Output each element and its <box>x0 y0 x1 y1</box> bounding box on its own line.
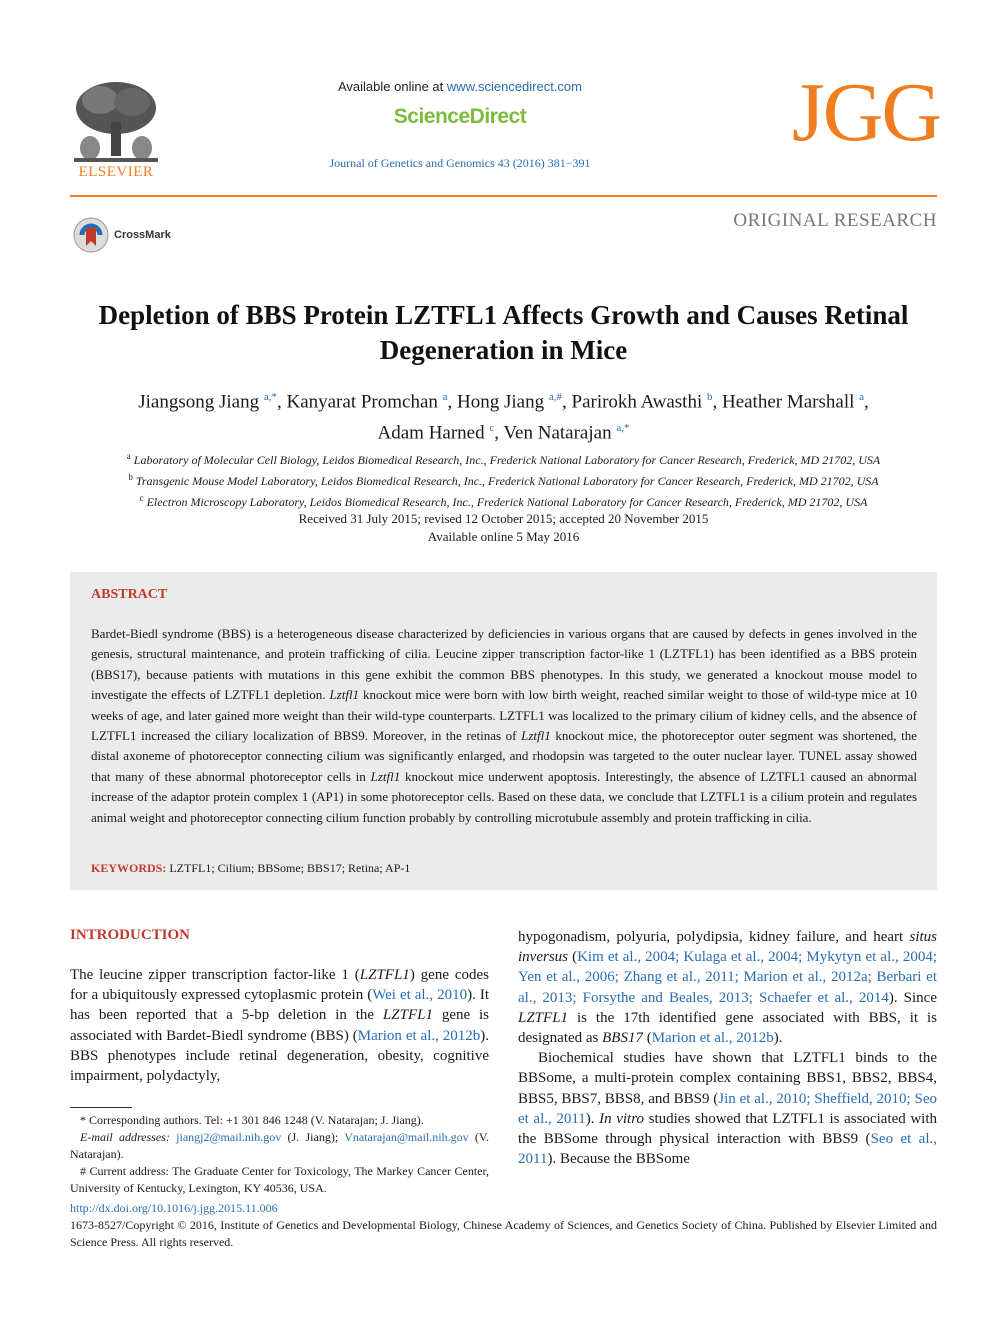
body-text: ). Because the BBSome <box>547 1151 690 1168</box>
affiliation-mark: a <box>126 451 131 461</box>
body-text: ). BBS phenotypes include retinal degeneration, obesity, cognitive impairment, polydactyly, <box>70 1027 490 1085</box>
abstract-heading: ABSTRACT <box>91 587 168 602</box>
article-history <box>70 510 937 546</box>
corresponding-author-note: * Corresponding authors. Tel: +1 301 846 1248 (V. Natarajan; J. Jiang). <box>80 1113 424 1127</box>
body-text: is the 17th identified gene associated with BBS, it is designated as <box>518 1009 937 1047</box>
footnotes <box>70 1112 489 1197</box>
keywords-list: LZTFL1; Cilium; BBSome; BBS17; Retina; AP-1 <box>169 861 411 875</box>
affiliation-item <box>70 490 937 511</box>
email-label: E-mail addresses: <box>80 1130 170 1144</box>
abstract-text-segment: Bardet-Biedl syndrome (BBS) is a heterogeneous disease characterized by deficiencies in various organs that are caused by defects in genes involved in the genesis, structural maintenance, and protein trafficking of cilia. Leucine zipper transcription factor-like 1 (LZTFL1) has been identified as a BBS protein (BBS17), because patients with mutations in this gene exhibit the common BBS phenotypes. In this study, we generated a knockout mouse model to investigate the effects of LZTFL1 depletion. <box>91 626 917 703</box>
email-owner: (V. Natarajan). <box>70 1130 490 1161</box>
body-paragraph <box>518 1048 937 1169</box>
sciencedirect-logo[interactable]: ScienceDirect <box>393 105 527 128</box>
body-text: ). <box>585 1110 600 1127</box>
author-name: Parirokh Awasthi <box>571 391 703 413</box>
body-text: ). Since <box>888 989 937 1006</box>
body-paragraph <box>518 927 937 1048</box>
email-link[interactable]: Vnatarajan@mail.nih.gov <box>344 1130 469 1144</box>
online-date: Available online 5 May 2016 <box>427 529 580 544</box>
gene-name: BBS17 <box>602 1030 643 1047</box>
doi-link[interactable] <box>70 1201 278 1216</box>
author-name: Heather Marshall <box>721 391 855 413</box>
body-text: ). <box>773 1030 783 1047</box>
author-name: Ven Natarajan <box>503 422 612 444</box>
email-owner: (J. Jiang); <box>281 1130 345 1144</box>
gene-name: LZTFL1 <box>518 1009 569 1026</box>
body-text: studies showed that LZTFL1 is associated with the BBSome through physical interaction with BBS9 ( <box>518 1110 937 1148</box>
body-text: ). It has been reported that a 5-bp deletion in the <box>70 987 489 1024</box>
crossmark-badge[interactable] <box>72 216 171 254</box>
doi-url[interactable]: http://dx.doi.org/10.1016/j.jgg.2015.11.006 <box>70 1201 278 1215</box>
author-list: Jiangsong Jiang $^{a,*}$, Kanyarat Promchan $^a$, Hong Jiang $^{a,\#}$, Parirokh Awasthi $^b$, Heather Marshall $^a$, Adam Harned $^c$, Ven Natarajan $^{a,*}$ <box>138 391 869 444</box>
author-name: Adam Harned <box>377 422 485 444</box>
author-name: Kanyarat Promchan <box>286 391 438 413</box>
author-name: Hong Jiang <box>457 391 545 413</box>
publisher-name: ELSEVIER <box>78 164 154 180</box>
affiliation-list <box>70 448 937 511</box>
keywords-label: KEYWORDS: <box>91 861 167 875</box>
author-name: Jiangsong Jiang <box>138 391 260 413</box>
crossmark-label: CrossMark <box>114 229 171 241</box>
keywords <box>91 861 410 876</box>
author-affiliation-mark[interactable]: c <box>489 422 495 435</box>
abstract-text-segment: knockout mice, the photoreceptor outer segment was shortened, the distal axoneme of photoreceptor connecting cilium was significantly enlarged, and rhodopsin was targeted to the outer nuclear layer. TUNEL assay showed that many of these abnormal photoreceptor cells in <box>91 728 917 784</box>
body-text: gene is associated with Bardet-Biedl syndrome (BBS) ( <box>70 1007 489 1044</box>
crossmark-icon <box>72 216 110 254</box>
current-address-note: # Current address: The Graduate Center for Toxicology, The Markey Cancer Center, University of Kentucky, Lexington, KY 40536, USA. <box>70 1164 489 1195</box>
affiliation-item <box>70 448 937 469</box>
affiliation-text: Transgenic Mouse Model Laboratory, Leidos Biomedical Research, Inc., Frederick National Laboratory for Cancer Research, Frederick, MD 21702, USA <box>135 474 879 488</box>
citation-link[interactable]: Marion et al., 2012b <box>651 1030 774 1047</box>
copyright-notice: 1673-8527/Copyright © 2016, Institute of Genetics and Developmental Biology, Chinese Academy of Sciences, and Genetics Society of China. Published by Elsevier Limited and Science Press. All rights reserved. <box>70 1218 937 1249</box>
email-link[interactable]: jiangj2@mail.nih.gov <box>176 1130 282 1144</box>
history-dates: Received 31 July 2015; revised 12 October 2015; accepted 20 November 2015 <box>298 511 709 526</box>
availability-prefix: Available online at <box>337 79 447 94</box>
body-text: Biochemical studies have shown that LZTFL1 binds to the BBSome, a multi-protein complex containing BBS1, BBS2, BBS4, BBS5, BBS7, BBS8, and BBS9 ( <box>518 1050 937 1107</box>
gene-name: Lztfl1 <box>329 687 360 703</box>
footnote-divider <box>70 1107 132 1108</box>
term: In vitro <box>599 1110 645 1127</box>
affiliation-text: Laboratory of Molecular Cell Biology, Leidos Biomedical Research, Inc., Frederick National Laboratory for Cancer Research, Frederick, MD 21702, USA <box>133 453 881 467</box>
publisher-logo <box>70 78 162 182</box>
citation-link[interactable]: Kim et al., 2004; Kulaga et al., 2004; Mykytyn et al., 2004; Yen et al., 2006; Zhang et al., 2011; Marion et al., 2012a; Berbari et al., 2013; Forsythe and Beales, 2013; Schaefer et al., 2014 <box>518 949 937 1006</box>
affiliation-text: Electron Microscopy Laboratory, Leidos Biomedical Research, Inc., Frederick National Laboratory for Cancer Research, Frederick, MD 21702, USA <box>146 495 868 509</box>
email-note <box>70 1129 489 1163</box>
body-text: ( <box>568 949 578 966</box>
abstract-text-segment: knockout mice underwent apoptosis. Interestingly, the absence of LZTFL1 caused an abnormal increase of the adaptor protein complex 1 (AP1) in some photoreceptor cells. Based on these data, we conclude that LZTFL1 is a cilium protein and regulates animal weight and photoreceptor connecting cilium function probably by controlling microtubule assembly and protein trafficking in cilia. <box>91 768 917 825</box>
author-affiliation-mark[interactable]: a,* <box>616 422 630 435</box>
gene-name: LZTFL1 <box>359 967 410 983</box>
journal-reference[interactable]: Journal of Genetics and Genomics 43 (2016) 381−391 <box>329 156 591 170</box>
term: situs inversus <box>518 929 937 966</box>
body-text: ( <box>642 1030 652 1047</box>
header-divider <box>70 195 937 197</box>
sciencedirect-url-link[interactable]: www.sciencedirect.com <box>446 79 582 94</box>
body-text: ) gene codes for a ubiquitously expressed cytoplasmic protein ( <box>70 967 490 1004</box>
abstract-text-segment: knockout mice were born with low birth weight, reached similar weight to those of wild-type mice at 10 weeks of age, and later gained more weight than their wild-type counterparts. LZTFL1 was localized to the primary cilium of kidney cells, and the absence of LZTFL1 increased the ciliary localization of BBS9. Moreover, in the retinas of <box>91 687 917 744</box>
body-text: The leucine zipper transcription factor-like 1 ( <box>70 967 360 983</box>
author-affiliation-mark[interactable]: a,* <box>263 391 277 403</box>
affiliation-mark: c <box>139 493 144 503</box>
journal-logo: JGG <box>791 66 940 159</box>
author-affiliation-mark[interactable]: b <box>706 391 713 403</box>
author-affiliation-mark[interactable]: a <box>859 391 865 403</box>
body-text: hypogonadism, polyuria, polydipsia, kidney failure, and heart <box>518 929 910 945</box>
abstract-body <box>91 624 917 828</box>
gene-name: Lztfl1 <box>521 728 551 744</box>
affiliation-mark: b <box>128 472 133 482</box>
body-column-right <box>518 927 937 1169</box>
affiliation-item <box>70 469 937 490</box>
author-affiliation-mark[interactable]: a,# <box>548 391 562 403</box>
citation-link[interactable]: Jin et al., 2010; Sheffield, 2010; Seo et al., 2011 <box>518 1090 937 1127</box>
availability-line <box>300 79 620 94</box>
gene-name: Lztfl1 <box>370 768 401 784</box>
introduction-heading: INTRODUCTION <box>70 927 191 943</box>
citation-link[interactable]: Wei et al., 2010 <box>372 987 468 1004</box>
citation-link[interactable]: Seo et al., 2011 <box>518 1131 937 1168</box>
author-affiliation-mark[interactable]: a <box>442 391 448 403</box>
article-title: Depletion of BBS Protein LZTFL1 Affects Growth and Causes Retinal Degeneration in Mice <box>98 300 909 365</box>
gene-name: LZTFL1 <box>382 1007 433 1024</box>
article-type: ORIGINAL RESEARCH <box>733 210 937 231</box>
citation-link[interactable]: Marion et al., 2012b <box>357 1027 481 1044</box>
body-column-left <box>70 965 489 1086</box>
